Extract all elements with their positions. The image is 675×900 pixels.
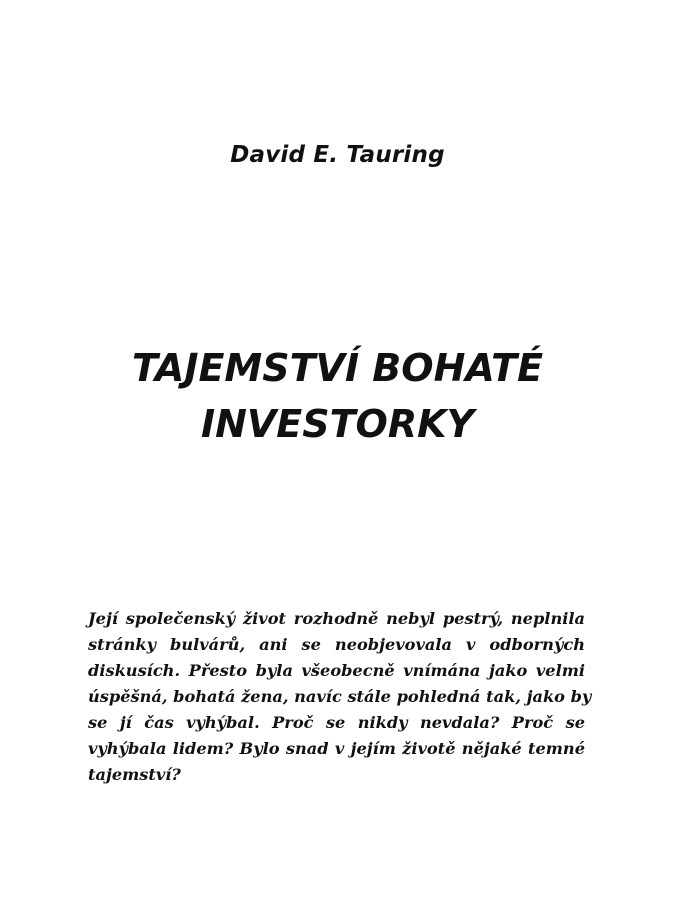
book-title-line: TAJEMSTVÍ BOHATÉ <box>131 346 544 390</box>
blurb-line: tajemství? <box>88 765 181 784</box>
blurb-line: stránky bulvárů, ani se neobjevovala v odborných <box>88 635 585 654</box>
book-blurb <box>88 606 592 788</box>
blurb-line: úspěšná, bohatá žena, navíc stále pohledná tak, jako by <box>88 687 592 706</box>
author-name: David E. Tauring <box>230 142 445 168</box>
blurb-line: Její společenský život rozhodně nebyl pestrý, neplnila <box>88 609 585 628</box>
blurb-line: diskusích. Přesto byla všeobecně vnímána jako velmi <box>88 661 585 680</box>
blurb-line: vyhýbala lidem? Bylo snad v jejím životě nějaké temné <box>88 739 585 758</box>
book-title <box>0 340 675 452</box>
blurb-line: se jí čas vyhýbal. Proč se nikdy nevdala? Proč se <box>88 713 585 732</box>
book-title-line: INVESTORKY <box>200 402 475 446</box>
